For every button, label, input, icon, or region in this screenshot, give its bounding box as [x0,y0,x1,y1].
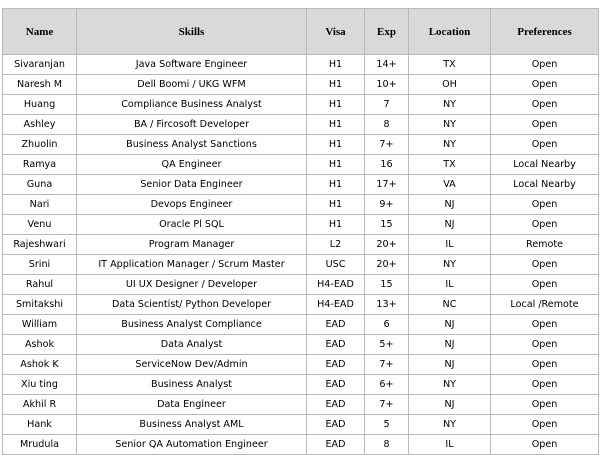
cell-location: IL [409,435,491,455]
cell-visa: USC [307,255,365,275]
cell-visa: H1 [307,115,365,135]
cell-skills: QA Engineer [77,155,307,175]
cell-location: NY [409,255,491,275]
cell-exp: 15 [365,215,409,235]
cell-preferences: Open [491,195,599,215]
cell-location: NY [409,115,491,135]
table-row [3,195,599,215]
cell-location: NJ [409,195,491,215]
header-visa: Visa [307,9,365,55]
cell-visa: H1 [307,135,365,155]
cell-name: William [3,315,77,335]
header-preferences: Preferences [491,9,599,55]
cell-exp: 13+ [365,295,409,315]
cell-exp: 6+ [365,375,409,395]
cell-location: OH [409,75,491,95]
cell-skills: Oracle Pl SQL [77,215,307,235]
cell-location: VA [409,175,491,195]
cell-exp: 7+ [365,135,409,155]
table-row [3,75,599,95]
cell-skills: Data Analyst [77,335,307,355]
cell-name: Zhuolin [3,135,77,155]
table-row [3,115,599,135]
cell-visa: H1 [307,195,365,215]
cell-exp: 8 [365,435,409,455]
cell-preferences: Local /Remote [491,295,599,315]
cell-preferences: Local Nearby [491,175,599,195]
cell-visa: H1 [307,75,365,95]
cell-name: Rajeshwari [3,235,77,255]
table-row [3,335,599,355]
cell-preferences: Open [491,135,599,155]
cell-name: Ramya [3,155,77,175]
cell-skills: IT Application Manager / Scrum Master [77,255,307,275]
cell-name: Ashley [3,115,77,135]
cell-location: NY [409,375,491,395]
cell-skills: Devops Engineer [77,195,307,215]
table-row [3,55,599,75]
table-header [3,9,599,55]
cell-exp: 8 [365,115,409,135]
candidate-table [2,8,599,455]
cell-skills: Business Analyst [77,375,307,395]
cell-preferences: Open [491,255,599,275]
cell-location: NJ [409,355,491,375]
cell-preferences: Open [491,435,599,455]
cell-exp: 20+ [365,235,409,255]
cell-exp: 16 [365,155,409,175]
cell-exp: 7+ [365,395,409,415]
cell-visa: EAD [307,395,365,415]
table-row [3,275,599,295]
cell-skills: Data Scientist/ Python Developer [77,295,307,315]
cell-visa: H1 [307,215,365,235]
cell-preferences: Local Nearby [491,155,599,175]
cell-visa: H4-EAD [307,275,365,295]
cell-preferences: Open [491,375,599,395]
cell-skills: Program Manager [77,235,307,255]
cell-location: TX [409,155,491,175]
cell-visa: H1 [307,175,365,195]
cell-preferences: Open [491,335,599,355]
cell-location: NJ [409,335,491,355]
cell-name: Mrudula [3,435,77,455]
cell-skills: Dell Boomi / UKG WFM [77,75,307,95]
cell-skills: Java Software Engineer [77,55,307,75]
cell-location: NC [409,295,491,315]
cell-preferences: Remote [491,235,599,255]
cell-preferences: Open [491,75,599,95]
header-location: Location [409,9,491,55]
cell-exp: 9+ [365,195,409,215]
cell-name: Sivaranjan [3,55,77,75]
cell-skills: BA / Fircosoft Developer [77,115,307,135]
cell-exp: 15 [365,275,409,295]
cell-preferences: Open [491,275,599,295]
cell-exp: 17+ [365,175,409,195]
table-row [3,415,599,435]
table-row [3,355,599,375]
cell-visa: H1 [307,155,365,175]
header-name: Name [3,9,77,55]
header-row [3,9,599,55]
candidate-table-container [2,8,598,455]
cell-location: NJ [409,395,491,415]
cell-skills: Business Analyst Compliance [77,315,307,335]
table-row [3,135,599,155]
cell-preferences: Open [491,55,599,75]
cell-visa: H1 [307,95,365,115]
cell-location: NY [409,135,491,155]
cell-location: NY [409,95,491,115]
cell-visa: EAD [307,375,365,395]
cell-visa: H1 [307,55,365,75]
table-row [3,375,599,395]
cell-location: IL [409,275,491,295]
table-row [3,95,599,115]
table-row [3,255,599,275]
cell-preferences: Open [491,95,599,115]
cell-name: Ashok [3,335,77,355]
cell-exp: 14+ [365,55,409,75]
cell-skills: ServiceNow Dev/Admin [77,355,307,375]
cell-name: Ashok K [3,355,77,375]
header-exp: Exp [365,9,409,55]
cell-skills: Business Analyst AML [77,415,307,435]
cell-preferences: Open [491,315,599,335]
cell-preferences: Open [491,415,599,435]
cell-visa: EAD [307,335,365,355]
cell-visa: EAD [307,315,365,335]
cell-skills: Business Analyst Sanctions [77,135,307,155]
cell-exp: 5+ [365,335,409,355]
cell-name: Naresh M [3,75,77,95]
table-row [3,395,599,415]
cell-name: Rahul [3,275,77,295]
cell-skills: Compliance Business Analyst [77,95,307,115]
cell-exp: 7+ [365,355,409,375]
cell-skills: UI UX Designer / Developer [77,275,307,295]
cell-skills: Data Engineer [77,395,307,415]
table-body [3,55,599,455]
cell-location: TX [409,55,491,75]
cell-visa: H4-EAD [307,295,365,315]
cell-name: Xiu ting [3,375,77,395]
cell-preferences: Open [491,115,599,135]
cell-name: Smitakshi [3,295,77,315]
cell-exp: 20+ [365,255,409,275]
cell-preferences: Open [491,355,599,375]
table-row [3,155,599,175]
cell-location: NJ [409,315,491,335]
table-row [3,315,599,335]
cell-preferences: Open [491,215,599,235]
table-row [3,295,599,315]
table-row [3,235,599,255]
table-row [3,175,599,195]
cell-preferences: Open [491,395,599,415]
cell-name: Hank [3,415,77,435]
cell-exp: 10+ [365,75,409,95]
cell-exp: 6 [365,315,409,335]
cell-exp: 7 [365,95,409,115]
cell-visa: EAD [307,435,365,455]
table-row [3,215,599,235]
cell-name: Srini [3,255,77,275]
cell-exp: 5 [365,415,409,435]
cell-location: IL [409,235,491,255]
cell-visa: L2 [307,235,365,255]
cell-visa: EAD [307,355,365,375]
header-skills: Skills [77,9,307,55]
cell-skills: Senior Data Engineer [77,175,307,195]
cell-name: Akhil R [3,395,77,415]
cell-name: Nari [3,195,77,215]
cell-location: NJ [409,215,491,235]
cell-name: Venu [3,215,77,235]
cell-location: NY [409,415,491,435]
cell-visa: EAD [307,415,365,435]
cell-name: Guna [3,175,77,195]
cell-name: Huang [3,95,77,115]
cell-skills: Senior QA Automation Engineer [77,435,307,455]
table-row [3,435,599,455]
